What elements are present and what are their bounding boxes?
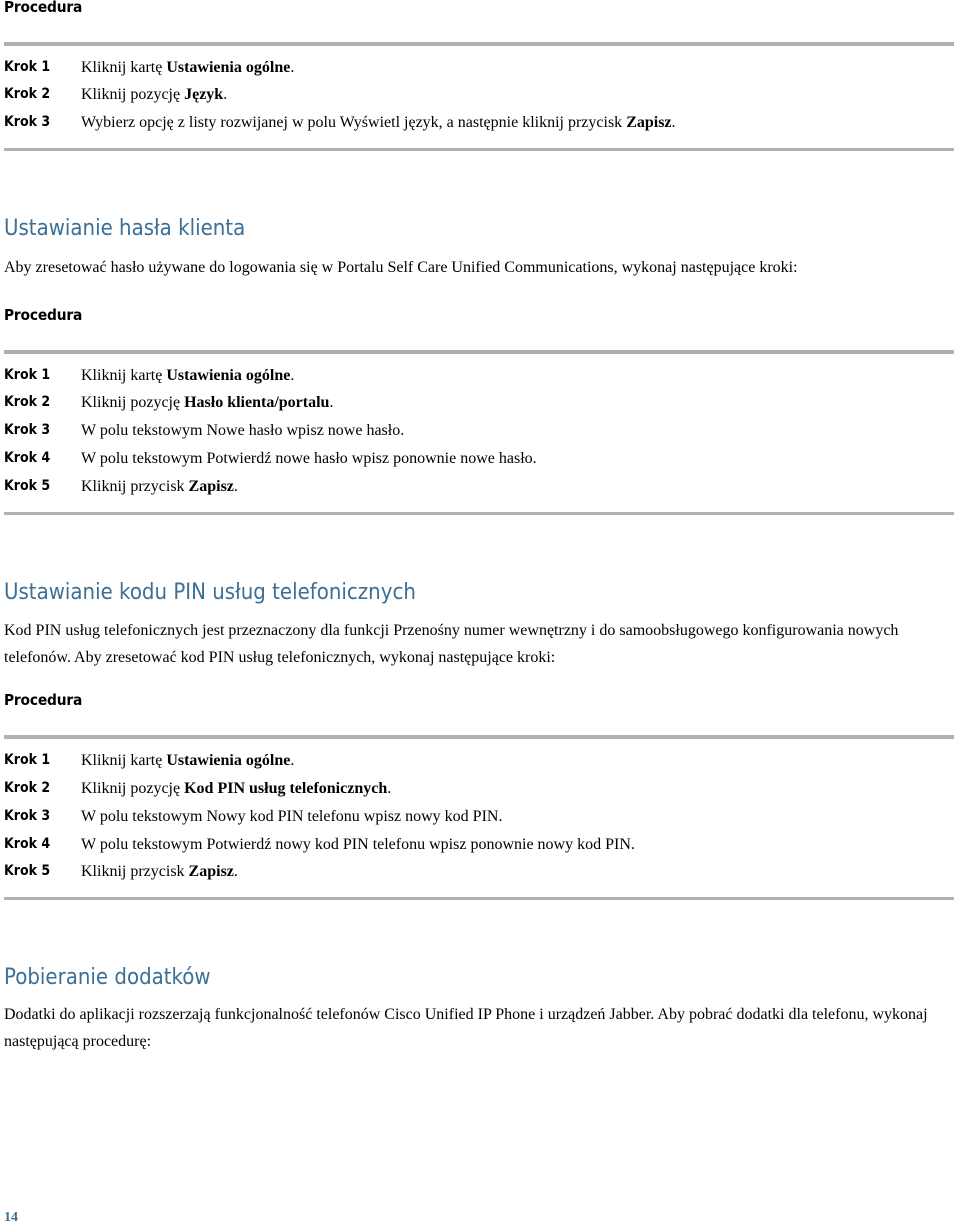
section-title: Ustawianie hasła klienta (4, 216, 246, 241)
page-number: 14 (4, 1210, 18, 1225)
procedure-top-rule (4, 350, 954, 354)
step-label: Krok 3 (4, 114, 51, 130)
step-row (0, 394, 960, 414)
step-label: Krok 5 (4, 863, 51, 879)
step-text: Wybierz opcję z listy rozwijanej w polu Wyświetl język, a następnie kliknij przycisk Zapisz. (81, 114, 676, 131)
section-intro: Aby zresetować hasło używane do logowania się w Portalu Self Care Unified Communications, wykonaj następujące kroki: (4, 259, 798, 276)
step-text: W polu tekstowym Nowe hasło wpisz nowe hasło. (81, 422, 405, 439)
step-label: Krok 1 (4, 752, 51, 768)
step-label: Krok 3 (4, 808, 51, 824)
step-row (0, 59, 960, 79)
step-row (0, 114, 960, 134)
step-label: Krok 2 (4, 780, 51, 796)
step-text: W polu tekstowym Nowy kod PIN telefonu wpisz nowy kod PIN. (81, 808, 503, 825)
step-text: Kliknij kartę Ustawienia ogólne. (81, 752, 295, 769)
step-row (0, 450, 960, 470)
step-label: Krok 3 (4, 422, 51, 438)
procedure-title: Procedura (4, 306, 83, 324)
procedure-title: Procedura (4, 0, 83, 16)
step-label: Krok 2 (4, 86, 51, 102)
procedure-top-rule (4, 735, 954, 739)
step-text: W polu tekstowym Potwierdź nowy kod PIN telefonu wpisz ponownie nowy kod PIN. (81, 836, 635, 853)
step-row (0, 422, 960, 442)
procedure-bottom-rule (4, 897, 954, 900)
step-row (0, 367, 960, 387)
step-label: Krok 1 (4, 367, 51, 383)
step-row (0, 86, 960, 106)
step-text: Kliknij kartę Ustawienia ogólne. (81, 367, 295, 384)
step-label: Krok 4 (4, 836, 51, 852)
step-text: Kliknij kartę Ustawienia ogólne. (81, 59, 295, 76)
step-row (0, 808, 960, 828)
section-intro: Kod PIN usług telefonicznych jest przeznaczony dla funkcji Przenośny numer wewnętrzny i do samoobsługowego konfigurowania nowych telefonów. Aby zresetować kod PIN usług telefonicznych, wykonaj następujące kroki: (4, 622, 899, 666)
step-label: Krok 4 (4, 450, 51, 466)
step-text: Kliknij przycisk Zapisz. (81, 863, 238, 880)
step-text: Kliknij przycisk Zapisz. (81, 478, 238, 495)
procedure-bottom-rule (4, 148, 954, 151)
step-row (0, 863, 960, 883)
section-intro: Dodatki do aplikacji rozszerzają funkcjonalność telefonów Cisco Unified IP Phone i urządzeń Jabber. Aby pobrać dodatki dla telefonu, wykonaj następującą procedurę: (4, 1006, 928, 1050)
step-row (0, 836, 960, 856)
step-text: Kliknij pozycję Kod PIN usług telefonicznych. (81, 780, 392, 797)
procedure-title: Procedura (4, 691, 83, 709)
step-text: Kliknij pozycję Język. (81, 86, 228, 103)
procedure-bottom-rule (4, 512, 954, 515)
step-label: Krok 2 (4, 394, 51, 410)
step-row (0, 780, 960, 800)
step-label: Krok 5 (4, 478, 51, 494)
step-label: Krok 1 (4, 59, 51, 75)
step-row (0, 752, 960, 772)
step-row (0, 478, 960, 498)
step-text: Kliknij pozycję Hasło klienta/portalu. (81, 394, 334, 411)
procedure-top-rule (4, 42, 954, 46)
step-text: W polu tekstowym Potwierdź nowe hasło wpisz ponownie nowe hasło. (81, 450, 537, 467)
section-title: Ustawianie kodu PIN usług telefonicznych (4, 580, 416, 605)
section-title: Pobieranie dodatków (4, 965, 211, 990)
